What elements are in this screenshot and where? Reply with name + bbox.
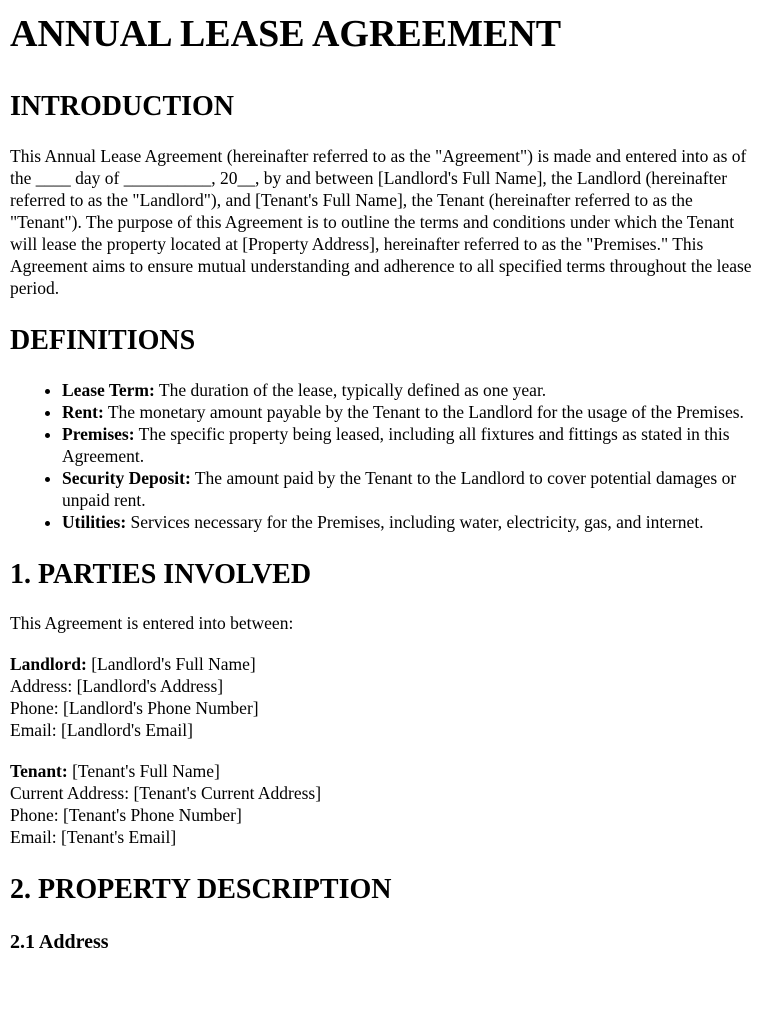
landlord-label: Landlord: [10,654,87,674]
definition-term: Utilities: [62,512,127,532]
definition-term: Lease Term: [62,380,155,400]
landlord-phone: Phone: [Landlord's Phone Number] [10,698,259,718]
introduction-heading: INTRODUCTION [10,91,235,122]
introduction-paragraph: This Annual Lease Agreement (hereinafter referred to as the "Agreement") is made and entered into as of the ____ day of __________, 20__, by and between [Landlord's Full Name], the Landlord (hereinafter referred to as the "Landlord"), and [Tenant's Full Name], the Tenant (hereinafter referred to as the "Tenant"). The purpose of this Agreement is to outline the terms and conditions under which the Tenant will lease the property located at [Property Address], hereinafter referred to as the "Premises." This Agreement aims to ensure mutual understanding and adherence to all specified terms throughout the lease period. [10,146,752,298]
definition-item-utilities [62,511,760,533]
definition-text: The specific property being leased, including all fixtures and fittings as stated in this Agreement. [62,424,730,466]
definition-term: Security Deposit: [62,468,191,488]
property-description-heading: 2. PROPERTY DESCRIPTION [10,874,392,905]
tenant-info [10,760,760,848]
tenant-email: Email: [Tenant's Email] [10,827,177,847]
landlord-email: Email: [Landlord's Email] [10,720,193,740]
definition-item-lease-term [62,379,760,401]
landlord-name: [Landlord's Full Name] [86,654,256,674]
landlord-name-line [10,653,760,675]
landlord-address: Address: [Landlord's Address] [10,676,224,696]
definition-text: Services necessary for the Premises, including water, electricity, gas, and internet. [126,512,704,532]
definitions-heading: DEFINITIONS [10,325,196,356]
tenant-address: Current Address: [Tenant's Current Address] [10,783,322,803]
parties-intro: This Agreement is entered into between: [10,613,294,633]
tenant-label: Tenant: [10,761,68,781]
document-title: ANNUAL LEASE AGREEMENT [10,13,562,55]
definition-term: Rent: [62,402,104,422]
tenant-name: [Tenant's Full Name] [67,761,220,781]
definition-text: The duration of the lease, typically defined as one year. [154,380,547,400]
definition-item-security-deposit [62,467,760,511]
address-subheading: 2.1 Address [10,931,109,953]
definition-item-rent [62,401,760,423]
definition-item-premises [62,423,760,467]
definition-text: The monetary amount payable by the Tenant to the Landlord for the usage of the Premises. [103,402,744,422]
definition-term: Premises: [62,424,135,444]
landlord-info [10,653,760,741]
tenant-phone: Phone: [Tenant's Phone Number] [10,805,242,825]
tenant-name-line [10,760,760,782]
definition-text: The amount paid by the Tenant to the Landlord to cover potential damages or unpaid rent. [62,468,737,510]
parties-heading: 1. PARTIES INVOLVED [10,559,312,590]
definitions-list [10,379,760,533]
